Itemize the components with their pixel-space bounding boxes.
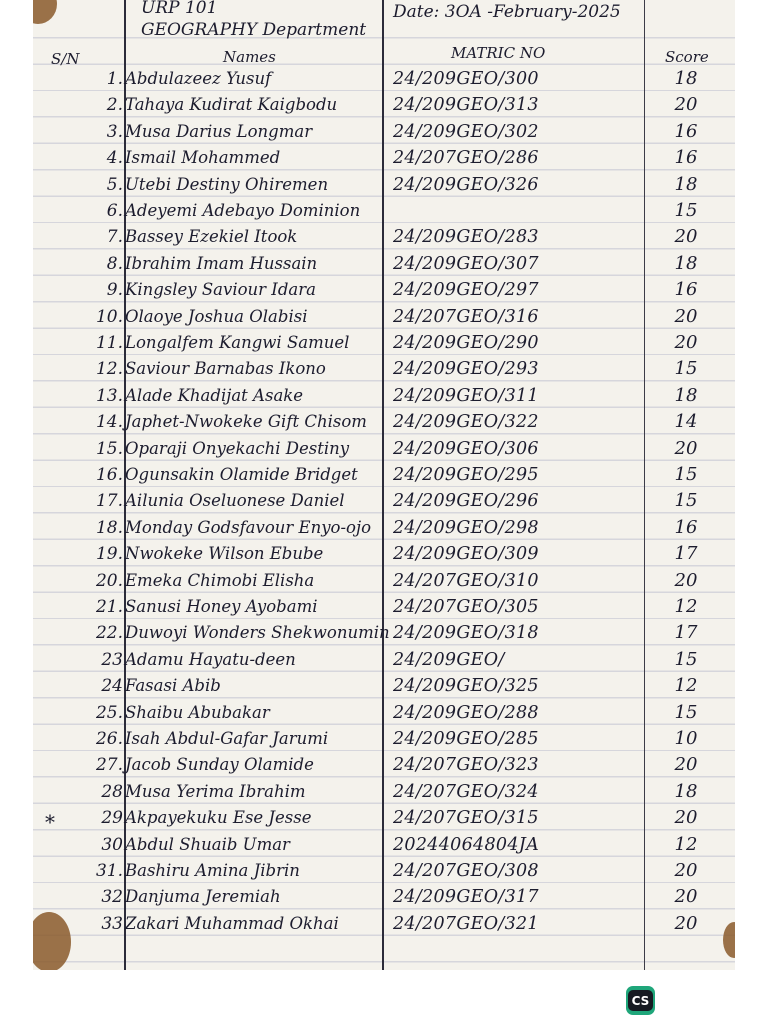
row-score: 14 bbox=[674, 411, 698, 433]
row-score: 20 bbox=[674, 332, 698, 353]
row-sn: 29 bbox=[101, 808, 123, 829]
row-sn: 21. bbox=[95, 597, 123, 617]
table-row bbox=[33, 331, 735, 357]
row-score: 18 bbox=[674, 173, 698, 195]
row-matric: 24/209GEO/283 bbox=[393, 227, 539, 248]
row-sn: 28 bbox=[101, 781, 123, 802]
row-score: 20 bbox=[674, 886, 698, 908]
row-name: Utebi Destiny Ohiremen bbox=[125, 174, 329, 194]
row-name: Alade Khadijat Asake bbox=[125, 385, 304, 405]
row-name: Isah Abdul-Gafar Jarumi bbox=[125, 729, 329, 748]
row-matric: 24/209GEO/ bbox=[393, 649, 505, 670]
row-matric: 24/209GEO/322 bbox=[393, 412, 539, 433]
matric-header: MATRIC NO bbox=[451, 44, 546, 62]
row-name: Ismail Mohammed bbox=[125, 148, 281, 168]
row-matric: 24/207GEO/316 bbox=[393, 306, 539, 327]
table-row bbox=[33, 621, 735, 647]
row-sn: 27. bbox=[95, 755, 123, 776]
row-matric: 24/207GEO/286 bbox=[393, 148, 539, 169]
row-name: Kingsley Saviour Idara bbox=[125, 280, 316, 300]
row-score: 20 bbox=[674, 94, 698, 116]
row-name: Ibrahim Imam Hussain bbox=[125, 253, 318, 273]
row-name: Shaibu Abubakar bbox=[125, 702, 270, 722]
logo-text: CS bbox=[628, 990, 653, 1011]
row-matric: 24/207GEO/324 bbox=[393, 781, 539, 802]
row-sn: 13. bbox=[95, 385, 123, 406]
row-score: 20 bbox=[674, 754, 698, 776]
row-score: 20 bbox=[674, 860, 698, 881]
row-sn: 20. bbox=[95, 570, 123, 591]
row-matric: 24/209GEO/302 bbox=[393, 121, 539, 142]
row-name: Adamu Hayatu-deen bbox=[125, 649, 296, 669]
row-score: 16 bbox=[674, 516, 698, 538]
row-name: Bassey Ezekiel Itook bbox=[125, 227, 298, 247]
table-row bbox=[33, 199, 735, 225]
row-score: 15 bbox=[674, 358, 698, 380]
row-score: 17 bbox=[674, 622, 698, 644]
row-sn: 25. bbox=[95, 702, 123, 723]
row-sn: 24 bbox=[101, 676, 123, 697]
table-row bbox=[33, 437, 735, 463]
row-matric: 24/209GEO/313 bbox=[393, 95, 539, 116]
table-row bbox=[33, 516, 735, 542]
table-row bbox=[33, 727, 735, 753]
row-score: 20 bbox=[674, 912, 698, 934]
row-matric: 24/209GEO/293 bbox=[393, 359, 539, 380]
row-matric: 24/209GEO/298 bbox=[393, 517, 539, 538]
row-name: Nwokeke Wilson Ebube bbox=[125, 544, 324, 564]
row-sn: 12. bbox=[95, 359, 123, 380]
row-sn: 31. bbox=[95, 861, 123, 881]
row-matric: 24/209GEO/325 bbox=[393, 676, 539, 697]
table-row bbox=[33, 120, 735, 146]
row-sn: 16. bbox=[95, 465, 123, 485]
row-name: Longalfem Kangwi Samuel bbox=[125, 333, 350, 352]
row-score: 10 bbox=[674, 728, 698, 749]
row-matric: 24/209GEO/300 bbox=[393, 69, 539, 89]
score-header: Score bbox=[665, 48, 709, 66]
row-matric: 24/207GEO/305 bbox=[393, 597, 539, 617]
row-name: Danjuma Jeremiah bbox=[125, 887, 281, 907]
row-score: 15 bbox=[674, 701, 698, 723]
table-row bbox=[33, 542, 735, 568]
row-name: Adeyemi Adebayo Dominion bbox=[125, 201, 361, 220]
table-row bbox=[33, 252, 735, 278]
row-name: Tahaya Kudirat Kaigbodu bbox=[125, 95, 338, 115]
row-sn: 4. bbox=[106, 148, 123, 169]
row-name: Ailunia Oseluonese Daniel bbox=[125, 491, 345, 511]
row-matric: 24/207GEO/321 bbox=[393, 913, 539, 934]
row-sn: 14. bbox=[95, 412, 123, 433]
table-row bbox=[33, 912, 735, 938]
row-sn: 7. bbox=[106, 227, 123, 248]
row-sn: 22. bbox=[95, 623, 123, 644]
table-row bbox=[33, 859, 735, 885]
table-row bbox=[33, 384, 735, 410]
row-sn: 30 bbox=[101, 834, 123, 855]
table-row bbox=[33, 780, 735, 806]
table-row bbox=[33, 806, 735, 835]
row-matric: 24/209GEO/306 bbox=[393, 438, 539, 459]
row-name: Oparaji Onyekachi Destiny bbox=[125, 438, 350, 458]
row-sn: 11. bbox=[95, 333, 123, 353]
table-row bbox=[33, 278, 735, 304]
row-matric: 24/209GEO/318 bbox=[393, 623, 539, 644]
row-name: Duwoyi Wonders Shekwonumin bbox=[125, 623, 390, 643]
row-matric: 24/207GEO/308 bbox=[393, 861, 539, 881]
row-matric: 24/209GEO/307 bbox=[393, 253, 539, 274]
row-matric: 24/209GEO/311 bbox=[393, 385, 539, 406]
row-sn: 3. bbox=[106, 121, 123, 142]
row-name: Jacob Sunday Olamide bbox=[125, 755, 314, 775]
row-name: Musa Yerima Ibrahim bbox=[125, 781, 306, 801]
row-score: 16 bbox=[674, 120, 698, 142]
table-row bbox=[33, 833, 735, 859]
table-row bbox=[33, 569, 735, 595]
table-row bbox=[33, 357, 735, 383]
row-matric: 24/209GEO/288 bbox=[393, 702, 539, 723]
row-sn: 10. bbox=[95, 306, 123, 327]
camscanner-logo-icon bbox=[626, 986, 655, 1015]
row-matric: 24/207GEO/323 bbox=[393, 755, 539, 776]
row-score: 20 bbox=[674, 305, 698, 327]
row-matric: 24/209GEO/317 bbox=[393, 887, 539, 908]
table-row bbox=[33, 885, 735, 911]
table-row bbox=[33, 305, 735, 331]
row-sn: 26. bbox=[95, 729, 123, 749]
row-score: 20 bbox=[674, 807, 698, 829]
table-row bbox=[33, 595, 735, 621]
row-sn: 5. bbox=[106, 174, 123, 195]
row-sn: 33 bbox=[101, 913, 123, 934]
row-sn: 15. bbox=[95, 438, 123, 459]
row-matric: 24/209GEO/326 bbox=[393, 174, 539, 195]
row-sn: 18. bbox=[95, 517, 123, 538]
row-matric: 20244064804JA bbox=[393, 834, 540, 855]
row-sn: 32 bbox=[101, 887, 123, 908]
row-score: 20 bbox=[674, 569, 698, 591]
row-score: 16 bbox=[674, 147, 698, 169]
row-matric: 24/207GEO/315 bbox=[393, 808, 539, 829]
row-sn: 8. bbox=[106, 253, 123, 274]
row-matric: 24/209GEO/296 bbox=[393, 491, 539, 512]
row-sn: 6. bbox=[106, 201, 123, 221]
row-name: Musa Darius Longmar bbox=[125, 121, 313, 141]
notebook-sheet bbox=[33, 0, 735, 970]
row-score: 18 bbox=[674, 384, 698, 406]
table-row bbox=[33, 93, 735, 119]
row-name: Emeka Chimobi Elisha bbox=[125, 570, 315, 590]
row-score: 20 bbox=[674, 226, 698, 248]
row-score: 18 bbox=[674, 780, 698, 802]
row-score: 16 bbox=[674, 279, 698, 301]
stain-top-left bbox=[33, 0, 57, 24]
row-score: 15 bbox=[674, 648, 698, 670]
row-name: Ogunsakin Olamide Bridget bbox=[125, 465, 358, 484]
row-name: Akpayekuku Ese Jesse bbox=[125, 808, 312, 828]
row-matric: 24/209GEO/285 bbox=[393, 729, 539, 749]
row-matric: 24/209GEO/309 bbox=[393, 544, 539, 565]
table-row bbox=[33, 146, 735, 172]
row-score: 18 bbox=[674, 252, 698, 274]
table-row bbox=[33, 674, 735, 700]
row-matric: 24/207GEO/310 bbox=[393, 570, 539, 591]
row-name: Bashiru Amina Jibrin bbox=[125, 861, 300, 880]
sn-header: S/N bbox=[51, 50, 80, 68]
row-score: 17 bbox=[674, 543, 698, 565]
row-name: Olaoye Joshua Olabisi bbox=[125, 306, 308, 326]
table-row bbox=[33, 173, 735, 199]
course-code: URP 101 bbox=[141, 0, 218, 18]
row-name: Fasasi Abib bbox=[125, 676, 221, 696]
row-score: 15 bbox=[674, 464, 698, 485]
row-sn: 17. bbox=[95, 491, 123, 512]
row-score: 15 bbox=[674, 200, 698, 221]
table-row bbox=[33, 701, 735, 727]
table-row bbox=[33, 410, 735, 436]
table-row bbox=[33, 463, 735, 489]
row-sn: 2. bbox=[106, 95, 123, 116]
row-matric: 24/209GEO/295 bbox=[393, 465, 539, 485]
table-row bbox=[33, 489, 735, 515]
table-row bbox=[33, 648, 735, 674]
department-title: GEOGRAPHY Department bbox=[141, 20, 367, 40]
date-label: Date: 3OA -February-2025 bbox=[393, 2, 621, 22]
row-score: 18 bbox=[674, 68, 698, 89]
row-score: 12 bbox=[674, 675, 698, 697]
row-score: 15 bbox=[674, 490, 698, 512]
row-name: Zakari Muhammad Okhai bbox=[125, 913, 339, 933]
table-row bbox=[33, 67, 735, 93]
row-name: Japhet-Nwokeke Gift Chisom bbox=[125, 412, 367, 432]
row-matric: 24/209GEO/297 bbox=[393, 280, 539, 301]
row-name: Abdul Shuaib Umar bbox=[125, 834, 290, 854]
asterisk-mark: * bbox=[45, 810, 55, 835]
row-name: Monday Godsfavour Enyo-ojo bbox=[125, 517, 372, 537]
row-sn: 1. bbox=[106, 69, 123, 89]
row-sn: 9. bbox=[106, 280, 123, 301]
row-sn: 23 bbox=[101, 649, 123, 670]
table-row bbox=[33, 225, 735, 251]
row-matric: 24/209GEO/290 bbox=[393, 333, 539, 353]
row-score: 12 bbox=[674, 596, 698, 617]
row-name: Abdulazeez Yusuf bbox=[125, 69, 272, 88]
row-name: Saviour Barnabas Ikono bbox=[125, 359, 326, 379]
row-sn: 19. bbox=[95, 544, 123, 565]
row-name: Sanusi Honey Ayobami bbox=[125, 597, 318, 616]
names-header: Names bbox=[223, 48, 276, 66]
row-score: 20 bbox=[674, 437, 698, 459]
table-row bbox=[33, 753, 735, 779]
row-score: 12 bbox=[674, 833, 698, 855]
